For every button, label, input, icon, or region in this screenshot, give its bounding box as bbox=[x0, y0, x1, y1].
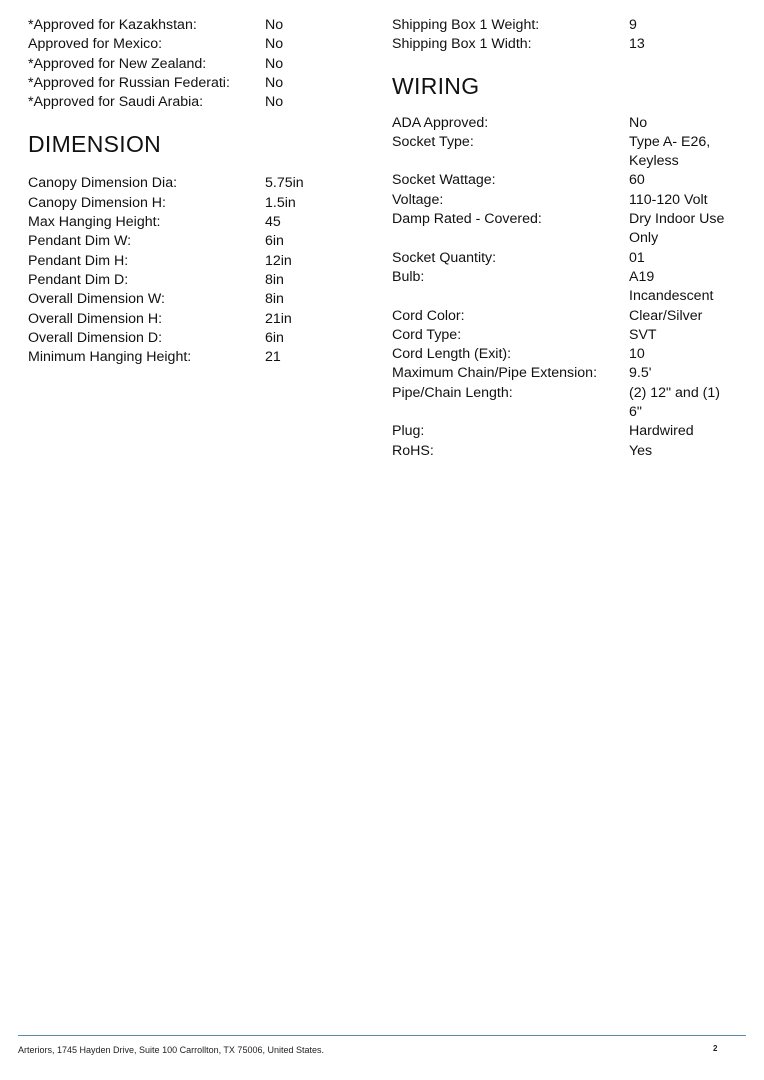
spec-label: Pipe/Chain Length: bbox=[392, 384, 513, 401]
spec-label: Pendant Dim W: bbox=[28, 233, 132, 250]
spec-label: Socket Type: bbox=[392, 133, 474, 150]
spec-row bbox=[392, 35, 742, 54]
spec-row bbox=[28, 55, 368, 74]
spec-label: Pendant Dim D: bbox=[28, 271, 129, 288]
spec-label: Pendant Dim H: bbox=[28, 252, 129, 269]
spec-value: 45 bbox=[265, 214, 281, 231]
spec-value: 01 bbox=[629, 249, 645, 266]
spec-value: 8in bbox=[265, 291, 284, 308]
spec-value: (2) 12" and (1) 6" bbox=[629, 384, 720, 421]
spec-label: *Approved for Saudi Arabia: bbox=[28, 94, 204, 111]
spec-label: Overall Dimension D: bbox=[28, 329, 163, 346]
spec-row bbox=[28, 271, 368, 290]
spec-value: 8in bbox=[265, 271, 284, 288]
spec-value: A19 Incandescent bbox=[629, 268, 714, 305]
spec-row bbox=[28, 194, 368, 213]
spec-row bbox=[392, 191, 742, 210]
spec-label: Socket Wattage: bbox=[392, 172, 496, 189]
spec-label: Voltage: bbox=[392, 191, 444, 208]
spec-value: SVT bbox=[629, 326, 657, 343]
spec-row bbox=[28, 213, 368, 232]
spec-value: 60 bbox=[629, 172, 645, 189]
spec-value: 110-120 Volt bbox=[629, 191, 708, 208]
spec-label: Cord Color: bbox=[392, 307, 465, 324]
spec-row bbox=[28, 232, 368, 251]
spec-label: Bulb: bbox=[392, 268, 425, 285]
spec-row bbox=[28, 16, 368, 35]
spec-label: Canopy Dimension Dia: bbox=[28, 175, 178, 192]
spec-row bbox=[28, 310, 368, 329]
spec-value: Clear/Silver bbox=[629, 307, 703, 324]
spec-value: No bbox=[265, 74, 284, 91]
spec-row bbox=[28, 74, 368, 93]
approvals-list bbox=[28, 16, 368, 112]
spec-label: Cord Type: bbox=[392, 326, 462, 343]
spec-row bbox=[392, 442, 742, 461]
spec-value: No bbox=[265, 36, 284, 53]
spec-label: Socket Quantity: bbox=[392, 249, 497, 266]
spec-value: Dry Indoor Use Only bbox=[629, 211, 725, 247]
spec-row bbox=[392, 249, 742, 268]
spec-value: 9 bbox=[629, 17, 637, 33]
spec-label: Overall Dimension W: bbox=[28, 291, 165, 308]
spec-row bbox=[28, 35, 368, 54]
spec-value: No bbox=[265, 55, 284, 72]
spec-label: Damp Rated - Covered: bbox=[392, 211, 542, 228]
page-number: 2 bbox=[713, 1044, 718, 1053]
shipping-list bbox=[392, 16, 742, 55]
left-column bbox=[28, 16, 368, 367]
spec-value: Hardwired bbox=[629, 423, 694, 440]
spec-row bbox=[392, 326, 742, 345]
spec-value: No bbox=[265, 94, 284, 111]
spec-label: *Approved for Russian Federati: bbox=[28, 74, 230, 91]
footer-divider bbox=[18, 1035, 746, 1036]
spec-label: Overall Dimension H: bbox=[28, 310, 163, 327]
spec-value: Type A- E26, Keyless bbox=[629, 133, 711, 170]
wiring-heading: WIRING bbox=[392, 72, 480, 99]
spec-label: Plug: bbox=[392, 423, 425, 440]
spec-value: 13 bbox=[629, 36, 645, 53]
right-column bbox=[392, 16, 742, 461]
spec-value: 12in bbox=[265, 252, 292, 269]
spec-row bbox=[392, 384, 742, 423]
spec-label: RoHS: bbox=[392, 442, 434, 459]
spec-row bbox=[28, 174, 368, 193]
spec-value: 10 bbox=[629, 346, 645, 363]
spec-label: Max Hanging Height: bbox=[28, 214, 161, 231]
spec-row bbox=[28, 329, 368, 348]
spec-value: 21in bbox=[265, 310, 292, 327]
spec-value: 6in bbox=[265, 233, 284, 250]
spec-row bbox=[392, 114, 742, 133]
spec-row bbox=[392, 345, 742, 364]
spec-row bbox=[392, 210, 742, 249]
spec-value: Yes bbox=[629, 442, 653, 459]
spec-row bbox=[28, 93, 368, 112]
footer-address: Arteriors, 1745 Hayden Drive, Suite 100 Carrollton, TX 75006, United States. bbox=[18, 1045, 324, 1055]
spec-value: 5.75in bbox=[265, 175, 304, 192]
spec-label: *Approved for New Zealand: bbox=[28, 55, 207, 72]
spec-row bbox=[28, 290, 368, 309]
dimension-heading: DIMENSION bbox=[28, 131, 162, 158]
spec-row bbox=[392, 422, 742, 441]
spec-row bbox=[392, 133, 742, 172]
spec-row bbox=[392, 364, 742, 383]
spec-value: No bbox=[629, 114, 648, 131]
spec-label: *Approved for Kazakhstan: bbox=[28, 17, 197, 33]
spec-label: Shipping Box 1 Weight: bbox=[392, 17, 540, 33]
spec-row bbox=[392, 171, 742, 190]
spec-label: Canopy Dimension H: bbox=[28, 194, 166, 211]
spec-value: 9.5' bbox=[629, 365, 652, 382]
spec-row bbox=[392, 268, 742, 307]
spec-label: ADA Approved: bbox=[392, 114, 489, 131]
spec-label: Maximum Chain/Pipe Extension: bbox=[392, 365, 598, 382]
spec-label: Cord Length (Exit): bbox=[392, 346, 512, 363]
spec-label: Approved for Mexico: bbox=[28, 36, 163, 53]
spec-row bbox=[28, 252, 368, 271]
spec-value: No bbox=[265, 17, 284, 33]
wiring-list bbox=[392, 114, 742, 461]
spec-row bbox=[392, 307, 742, 326]
dimension-list bbox=[28, 174, 368, 367]
spec-value: 6in bbox=[265, 329, 284, 346]
spec-value: 21 bbox=[265, 349, 281, 366]
spec-row bbox=[28, 348, 368, 367]
spec-row bbox=[392, 16, 742, 35]
spec-label: Minimum Hanging Height: bbox=[28, 349, 192, 366]
spec-label: Shipping Box 1 Width: bbox=[392, 36, 532, 53]
spec-value: 1.5in bbox=[265, 194, 296, 211]
